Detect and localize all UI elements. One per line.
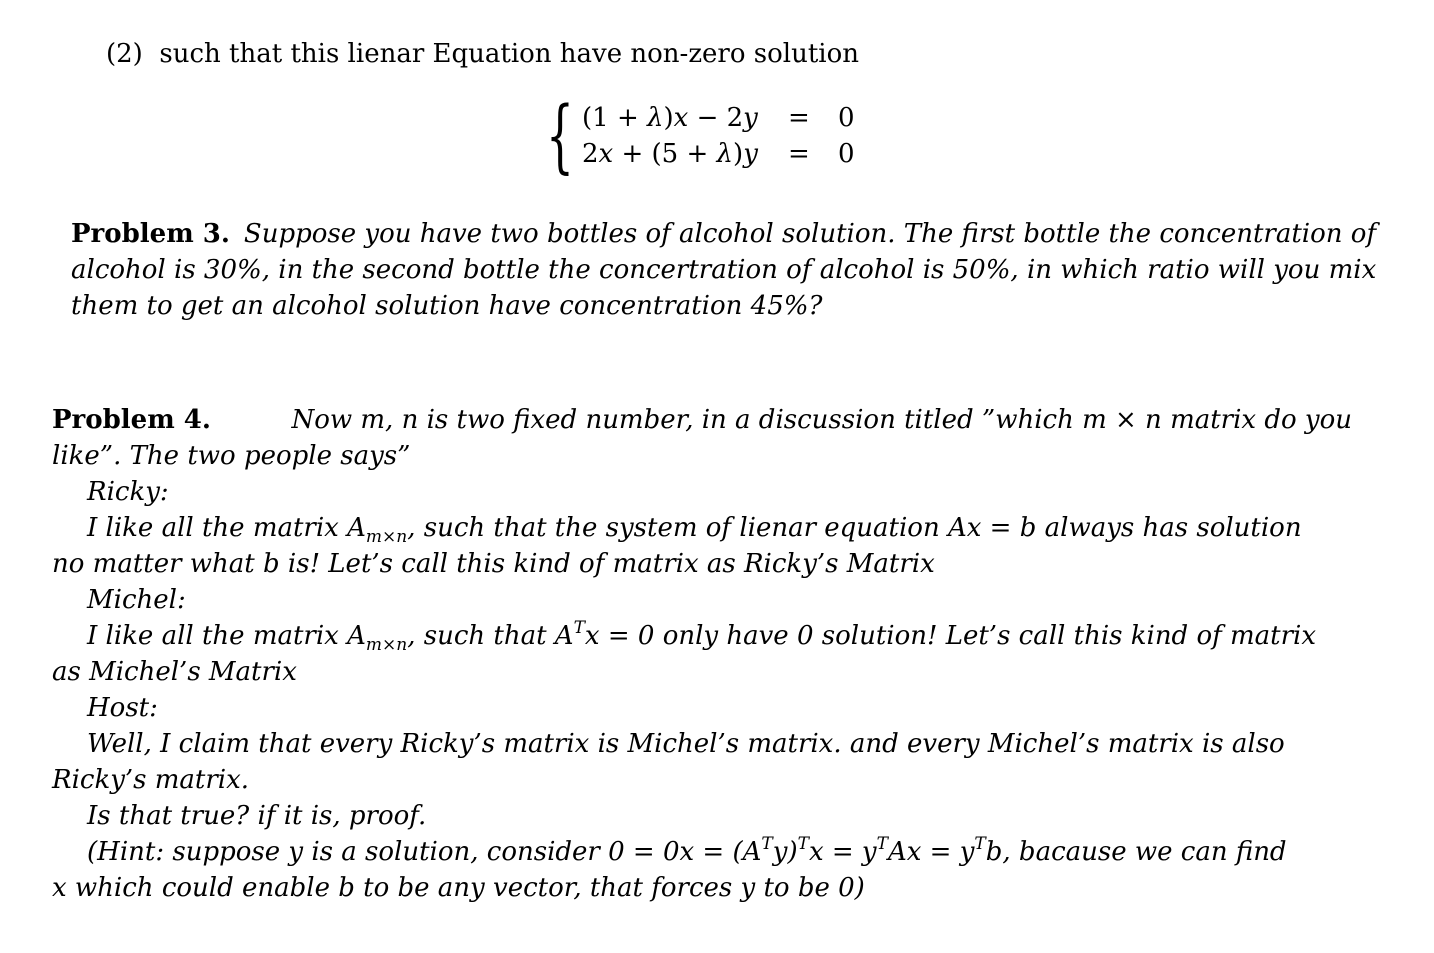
ricky-statement-line1 xyxy=(87,510,1302,549)
question-line: Is that true? if it is, proof. xyxy=(87,801,427,831)
subscript-mxn: m×n xyxy=(365,635,408,655)
ricky-statement-line2: no matter what b is! Let’s call this kind of matrix as Ricky’s Matrix xyxy=(52,549,935,579)
problem3-line1 xyxy=(71,216,1377,252)
lambda-symbol: λ xyxy=(716,139,734,169)
hint-line2: x which could enable b to be any vector, that forces y to be 0) xyxy=(52,873,865,903)
eq1-part: (1 + xyxy=(582,103,647,133)
host-speaker: Host: xyxy=(87,693,158,723)
part2-label: (2) xyxy=(106,39,143,69)
eq2-part: + (5 + xyxy=(613,139,717,169)
problem4-line1 xyxy=(52,402,1352,438)
eq2-part: ) xyxy=(733,139,744,169)
var-x: x xyxy=(673,103,689,133)
superscript-t: T xyxy=(974,834,986,854)
superscript-t: T xyxy=(573,618,585,638)
equation-row1-eq: = xyxy=(788,103,810,133)
equation-row1-lhs xyxy=(582,101,758,135)
problem4-text-line1: Now m, n is two fixed number, in a discussion titled ”which m × n matrix do you xyxy=(291,405,1352,435)
michel-text: I like all the matrix A xyxy=(87,621,366,651)
michel-text: x = 0 only have 0 solution! Let’s call this kind of matrix xyxy=(584,621,1317,651)
michel-text: , such that A xyxy=(407,621,574,651)
hint-text: Ax = y xyxy=(887,837,975,867)
hint-text: b, bacause we can find xyxy=(985,837,1287,867)
problem4-line2: like”. The two people says” xyxy=(52,441,411,471)
hint-text: x = y xyxy=(808,837,877,867)
hint-text: (Hint: suppose y is a solution, consider 0 = 0x = (A xyxy=(87,837,762,867)
var-y: y xyxy=(743,139,758,169)
michel-speaker: Michel: xyxy=(87,585,186,615)
ricky-text: , such that the system of lienar equation Ax = b always has solution xyxy=(407,513,1302,543)
eq1-part: − 2 xyxy=(688,103,744,133)
hint-line1 xyxy=(87,834,1287,873)
problem3-text-line1: Suppose you have two bottles of alcohol solution. The first bottle the concentration of xyxy=(243,219,1377,249)
ricky-speaker: Ricky: xyxy=(87,477,169,507)
hint-text: y) xyxy=(772,837,798,867)
part2-line xyxy=(106,36,859,72)
eq2-part: 2 xyxy=(582,139,599,169)
lambda-symbol: λ xyxy=(647,103,664,133)
part2-text: such that this lienar Equation have non-zero solution xyxy=(159,39,859,69)
problem3-line3: them to get an alcohol solution have concentration 45%? xyxy=(71,291,823,321)
equation-row2-eq: = xyxy=(788,139,810,169)
problem3-label: Problem 3. xyxy=(71,219,230,249)
michel-statement-line1 xyxy=(87,618,1316,657)
eq1-part: ) xyxy=(663,103,674,133)
var-y: y xyxy=(743,103,758,133)
left-brace-symbol: { xyxy=(546,89,574,182)
superscript-t: T xyxy=(876,834,888,854)
host-statement-line2: Ricky’s matrix. xyxy=(52,765,250,795)
problem4-label: Problem 4. xyxy=(52,405,211,435)
superscript-t: T xyxy=(761,834,773,854)
equation-row2-lhs xyxy=(582,137,758,171)
ricky-text: I like all the matrix A xyxy=(87,513,366,543)
problem3-line2: alcohol is 30%, in the second bottle the concertration of alcohol is 50%, in which ratio will you mix xyxy=(71,255,1377,285)
michel-statement-line2: as Michel’s Matrix xyxy=(52,657,297,687)
subscript-mxn: m×n xyxy=(365,527,408,547)
host-statement-line1: Well, I claim that every Ricky’s matrix is Michel’s matrix. and every Michel’s matrix is also xyxy=(87,729,1285,759)
equation-row2-rhs: 0 xyxy=(838,139,855,169)
var-x: x xyxy=(598,139,614,169)
superscript-t: T xyxy=(797,834,809,854)
equation-row1-rhs: 0 xyxy=(838,103,855,133)
